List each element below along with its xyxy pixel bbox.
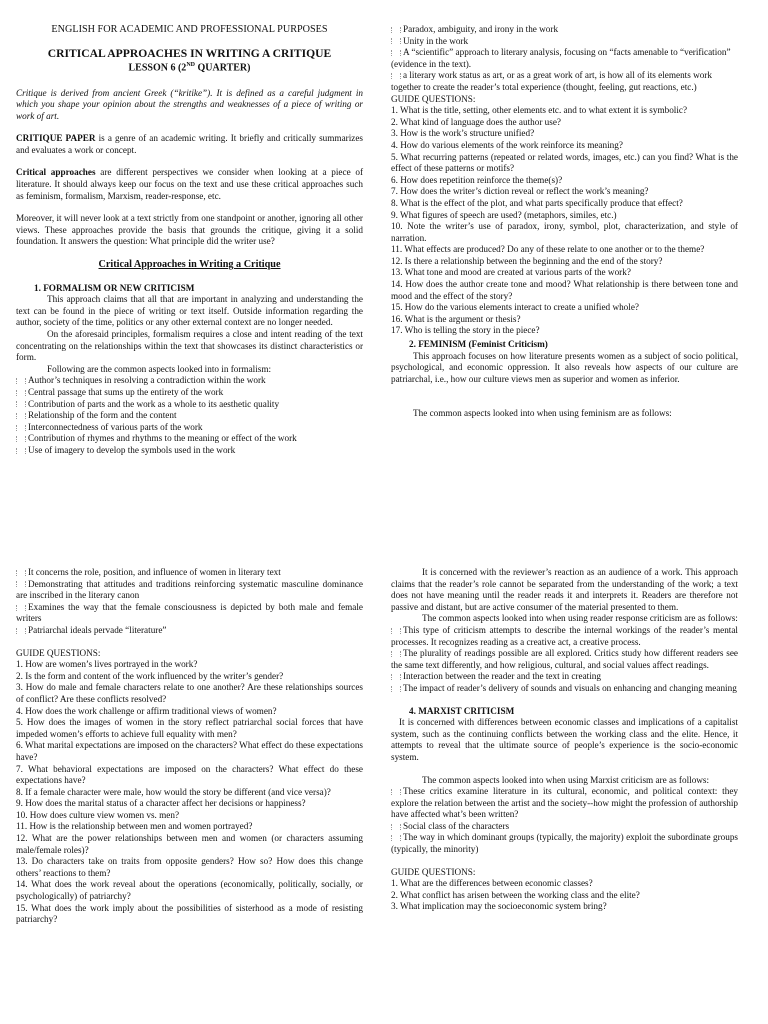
list-item: 3. How do male and female characters relate to one another? Are these relationships sources of conflict? Are these conflicts resolved? <box>16 682 363 704</box>
bullet-icon <box>391 835 401 841</box>
list-item: It concerns the role, position, and influence of women in literary text <box>16 567 363 579</box>
reader-response-paragraph-1: It is concerned with the reviewer’s reaction as an audience of a work. This approach claims that the reader’s role cannot be separated from the understanding of the work; a text does not have meaning until the reader reads it and interprets it. Readers are therefore not passive and distant, but are active consumer of the material presented to them. <box>391 567 738 612</box>
list-item: Interaction between the reader and the text in creating <box>391 671 738 683</box>
formalism-paragraph-3: Following are the common aspects looked into in formalism: <box>47 363 272 374</box>
bullet-icon <box>391 674 401 680</box>
feminism-paragraph-1: This approach focuses on how literature presents women as a subject of socio political, psychological, and economic oppression. It also reveals how aspects of our culture are patriarchal, i.e., how our culture views men as superior and women as inferior. <box>391 350 738 384</box>
list-item: 12. What are the power relationships between men and women (or characters assuming male/female roles)? <box>16 833 363 855</box>
list-item: 13. What tone and mood are created at various parts of the work? <box>391 267 631 278</box>
bullet-icon <box>16 448 26 454</box>
intro-paragraph: Critique is derived from ancient Greek (“kritike”). It is defined as a careful judgment in which you shape your opinion about the strengths and weaknesses of a piece of writing or work of art. <box>16 87 363 121</box>
list-item: Use of imagery to develop the symbols used in the work <box>16 445 363 457</box>
column-bottom-right <box>391 567 738 913</box>
bullet-icon <box>16 581 26 587</box>
bullet-icon <box>391 73 401 79</box>
list-item: Contribution of rhymes and rhythms to the meaning or effect of the work <box>16 433 363 445</box>
list-item: The way in which dominant groups (typically, the majority) exploit the subordinate groups (typically, the minority) <box>391 832 738 855</box>
list-item: Unity in the work <box>391 36 738 48</box>
bullet-icon <box>391 628 401 634</box>
list-item: This type of criticism attempts to describe the internal workings of the reader’s mental processes. It recognizes reading as a creative act, a creative process. <box>391 624 738 647</box>
list-item: 6. What marital expectations are imposed on the characters? What effect do these expectations have? <box>16 740 363 762</box>
list-item: Examines the way that the female consciousness is depicted by both male and female writers <box>16 601 363 624</box>
marxism-paragraph-1: It is concerned with differences between economic classes and implications of a capitalist system, such as the continuing conflicts between the working class and the elite. Hence, it attempts to reveal that the ultimate source of people’s experience is the socio-economic system. <box>391 717 738 762</box>
list-item: 7. How does the writer’s diction reveal or reflect the work’s meaning? <box>391 186 649 197</box>
list-item: 10. Note the writer’s use of paradox, irony, symbol, plot, characterization, and style of narration. <box>391 221 738 243</box>
bullet-icon <box>16 413 26 419</box>
bullet-icon <box>16 401 26 407</box>
list-item: 5. What recurring patterns (repeated or related words, images, etc.) can you find? What is the effect of these patterns or motifs? <box>391 151 738 174</box>
list-item: Patriarchal ideals pervade “literature” <box>16 625 363 637</box>
list-item: a literary work status as art, or as a great work of art, is how all of its elements work together to create the reader’s total experience (thought, feeling, gut reactions, etc.) <box>391 70 712 92</box>
list-item: Social class of the characters <box>391 821 738 833</box>
list-item: 11. What effects are produced? Do any of these relate to one another or to the theme? <box>391 244 705 255</box>
list-item: Interconnectedness of various parts of the work <box>16 422 363 434</box>
list-item: 8. What is the effect of the plot, and what parts specifically produce that effect? <box>391 197 683 208</box>
feminism-guide-questions <box>16 659 363 926</box>
list-item: 15. How do the various elements interact to create a unified whole? <box>391 302 639 313</box>
bullet-icon <box>391 50 401 56</box>
marxism-guide-label: GUIDE QUESTIONS: <box>391 866 476 877</box>
list-item: 4. How do various elements of the work reinforce its meaning? <box>391 139 623 150</box>
bullet-icon <box>391 789 401 795</box>
feminism-guide-label: GUIDE QUESTIONS: <box>16 647 101 658</box>
list-item: 9. How does the marital status of a character affect her decisions or happiness? <box>16 798 306 809</box>
list-item: 2. What conflict has arisen between the working class and the elite? <box>391 889 640 900</box>
list-item: 11. How is the relationship between men and women portrayed? <box>16 821 253 832</box>
list-item: 8. If a female character were male, how would the story be different (and vice versa)? <box>16 786 331 797</box>
list-item: 10. How does culture view women vs. men? <box>16 809 180 820</box>
bullet-icon <box>391 38 401 44</box>
list-item: Paradox, ambiguity, and irony in the work <box>391 24 738 36</box>
list-item: 9. What figures of speech are used? (metaphors, similes, etc.) <box>391 209 617 220</box>
marxism-heading: 4. MARXIST CRITICISM <box>409 705 515 716</box>
list-item: These critics examine literature in its cultural, economic, and political context: they explore the relation between the artist and the society--how might the profession of authorship have affected what’s been written? <box>391 786 738 820</box>
formalism-guide-questions <box>391 105 738 337</box>
list-item: 1. What is the title, setting, other elements etc. and to what extent it is symbolic? <box>391 105 688 116</box>
list-item: 7. What behavioral expectations are imposed on the characters? What effect do these expectations have? <box>16 763 363 786</box>
list-item: 4. How does the work challenge or affirm traditional views of women? <box>16 705 277 716</box>
bullet-icon <box>16 605 26 611</box>
critical-approaches-definition: Critical approaches are different perspectives we consider when looking at a piece of literature. It should always keep our focus on the text and use these critical approaches such as feminism, formalism, Marxism, reader-response, etc. <box>16 167 364 201</box>
formalism-aspects-continued <box>391 24 738 94</box>
list-item: 16. What is the argument or thesis? <box>391 313 521 324</box>
bullet-icon <box>391 651 401 657</box>
list-item: 1. How are women’s lives portrayed in the work? <box>16 659 198 670</box>
list-item: 1. What are the differences between economic classes? <box>391 878 593 889</box>
bullet-icon <box>16 628 26 634</box>
marxism-paragraph-2: The common aspects looked into when using Marxist criticism are as follows: <box>422 774 710 785</box>
feminism-heading: 2. FEMINISM (Feminist Criticism) <box>409 339 548 350</box>
list-item: 2. What kind of language does the author use? <box>391 116 562 127</box>
list-item: 14. What does the work reveal about the operations (economically, politically, socially, or psychologically) of patriarchy? <box>16 879 363 902</box>
reader-response-paragraph-2: The common aspects looked into when using reader response criticism are as follows: <box>422 613 738 624</box>
column-bottom-left <box>16 567 363 926</box>
list-item: 13. Do characters take on traits from opposite genders? How so? How does this change others’ reactions to them? <box>16 856 363 878</box>
list-item: Contribution of parts and the work as a whole to its aesthetic quality <box>16 399 363 411</box>
bullet-icon <box>16 425 26 431</box>
list-item: 3. How is the work’s structure unified? <box>391 128 535 139</box>
list-item: 15. What does the work imply about the possibilities of sisterhood as a mode of resisting patriarchy? <box>16 902 363 925</box>
subject-heading: ENGLISH FOR ACADEMIC AND PROFESSIONAL PURPOSES <box>51 24 328 35</box>
list-item: The impact of reader’s delivery of sounds and visuals on enhancing and changing meaning <box>391 683 738 695</box>
section-title: Critical Approaches in Writing a Critique <box>98 259 281 271</box>
feminism-aspects-list <box>16 567 363 637</box>
list-item: The plurality of readings possible are all explored. Critics study how different readers see the same text differently, and how religious, cultural, and social values affect readings. <box>391 648 738 670</box>
list-item: 5. How does the images of women in the story reflect patriarchal social forces that have impeded women’s efforts to achieve full equality with men? <box>16 717 363 739</box>
bullet-icon <box>391 27 401 33</box>
formalism-guide-label: GUIDE QUESTIONS: <box>391 93 476 104</box>
list-item: 14. How does the author create tone and mood? What relationship is there between tone and mood and the effect of the story? <box>391 279 738 301</box>
list-item: 12. Is there a relationship between the beginning and the end of the story? <box>391 255 663 266</box>
marxism-aspects-list <box>391 786 738 856</box>
feminism-paragraph-2: The common aspects looked into when using feminism are as follows: <box>413 408 672 419</box>
critique-paper-definition: CRITIQUE PAPER is a genre of an academic writing. It briefly and critically summarizes and evaluates a work or concept. <box>16 133 363 155</box>
list-item: 17. Who is telling the story in the piece? <box>391 325 540 336</box>
column-top-left <box>16 24 363 457</box>
formalism-heading: 1. FORMALISM OR NEW CRITICISM <box>34 282 195 293</box>
list-item: Relationship of the form and the content <box>16 410 363 422</box>
list-item: 2. Is the form and content of the work influenced by the writer’s gender? <box>16 670 284 681</box>
marxism-guide-questions <box>391 878 738 913</box>
reader-response-aspects-list <box>391 625 738 695</box>
formalism-paragraph-1: This approach claims that all that are important in analyzing and understanding the text can be found in the piece of writing or text itself. Outside information regarding the author, society of the time, politics or any other external context are no longer needed. <box>16 294 363 328</box>
list-item: Author’s techniques in resolving a contradiction within the work <box>16 375 363 387</box>
moreover-paragraph: Moreover, it will never look at a text strictly from one standpoint or another, ignoring all other views. These approaches provide the basis that grounds the critique, giving it a solid foundation. It answers the question: What principle did the writer use? <box>16 213 363 247</box>
bullet-icon <box>16 570 26 576</box>
column-top-right <box>391 24 738 420</box>
formalism-aspects-list <box>16 375 363 456</box>
list-item: 6. How does repetition reinforce the theme(s)? <box>391 174 563 185</box>
list-item: A “scientific” approach to literary analysis, focusing on “facts amenable to “verification” (evidence in the text). <box>391 47 731 69</box>
bullet-icon <box>16 390 26 396</box>
bullet-icon <box>16 436 26 442</box>
bullet-icon <box>391 824 401 830</box>
list-item: Central passage that sums up the entirety of the work <box>16 387 363 399</box>
formalism-paragraph-2: On the aforesaid principles, formalism requires a close and intent reading of the text concentrating on the relationships within the text that showcases its distinct characteristics or form. <box>16 329 363 363</box>
lesson-label: LESSON 6 (2ND QUARTER) <box>128 61 251 73</box>
list-item: 3. What implication may the socioeconomic system bring? <box>391 901 607 912</box>
bullet-icon <box>16 378 26 384</box>
document-title: CRITICAL APPROACHES IN WRITING A CRITIQUE <box>47 46 332 60</box>
bullet-icon <box>391 686 401 692</box>
list-item: Demonstrating that attitudes and traditions reinforcing systematic masculine dominance are inscribed in the literary canon <box>16 578 363 601</box>
